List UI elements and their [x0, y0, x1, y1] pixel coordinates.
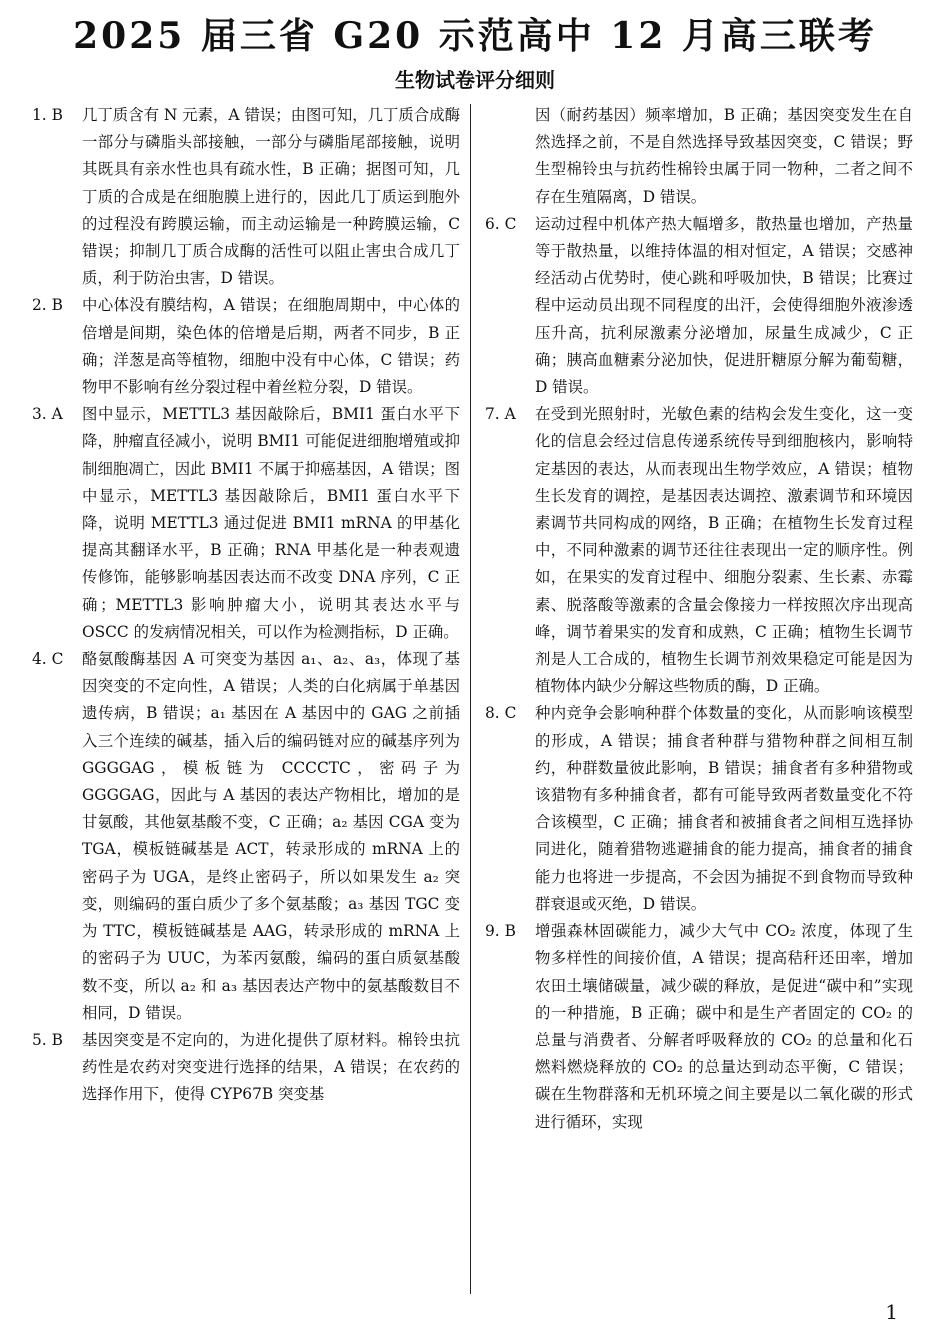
- left-column: [32, 102, 460, 1109]
- column-divider: [470, 104, 471, 1294]
- answer-explanation: 中心体没有膜结构，A 错误；在细胞周期中，中心体的倍增是间期，染色体的倍增是后期，两者不同步，B 正确；洋葱是高等植物，细胞中没有中心体，C 错误；药物甲不影响有丝分裂过程中着丝粒分裂，D 错误。: [82, 296, 460, 397]
- right-column: [485, 102, 913, 1136]
- answer-explanation: 运动过程中机体产热大幅增多，散热量也增加，产热量等于散热量，以维持体温的相对恒定，A 错误；交感神经活动占优势时，使心跳和呼吸加快，B 错误；比赛过程中运动员出现不同程度的出汗，会使得细胞外液渗透压升高，抗利尿激素分泌增加，尿量生成减少，C 正确；胰高血糖素分泌加快，促进肝糖原分解为葡萄糖，D 错误。: [535, 214, 913, 397]
- answer-item: [32, 102, 460, 292]
- answer-number: 1. B: [32, 106, 63, 124]
- answer-item: [485, 700, 913, 918]
- answer-explanation: 增强森林固碳能力，减少大气中 CO₂ 浓度，体现了生物多样性的间接价值，A 错误；提高秸秆还田率，增加农田土壤储碳量，减少碳的释放，是促进“碳中和”实现的一种措施，B 正确；碳中和是生产者固定的 CO₂ 的总量与消费者、分解者呼吸释放的 CO₂ 的总量和化石燃料燃烧释放的 CO₂ 的总量达到动态平衡，C 错误；碳在生物群落和无机环境之间主要是以二氧化碳的形式进行循环，实现: [535, 922, 913, 1131]
- answer-continuation: 因（耐药基因）频率增加，B 正确；基因突变发生在自然选择之前，不是自然选择导致基因突变，C 错误；野生型棉铃虫与抗药性棉铃虫属于同一物种，二者之间不存在生殖隔离，D 错误。: [535, 106, 913, 206]
- answer-item: [485, 211, 913, 401]
- answer-item: [485, 918, 913, 1136]
- answer-explanation: 基因突变是不定向的，为进化提供了原材料。棉铃虫抗药性是农药对突变进行选择的结果，A 错误；在农药的选择作用下，使得 CYP67B 突变基: [82, 1030, 460, 1104]
- answer-explanation: 几丁质含有 N 元素，A 错误；由图可知，几丁质合成酶一部分与磷脂头部接触，一部分与磷脂尾部接触，说明其既具有亲水性也具有疏水性，B 正确；据图可知，几丁质的合成是在细胞膜上进行的，因此几丁质运到胞外的过程没有跨膜运输，而主动运输是一种跨膜运输，C 错误；抑制几丁质合成酶的活性可以阻止害虫合成几丁质，利于防治虫害，D 错误。: [82, 106, 460, 288]
- answer-item: [485, 401, 913, 700]
- answer-number: 7. A: [485, 405, 516, 424]
- answer-item: [32, 401, 460, 646]
- answer-explanation: 种内竞争会影响种群个体数量的变化，从而影响该模型的形成，A 错误；捕食者种群与猎物种群之间相互制约，种群数量彼此影响，B 错误；捕食者有多种猎物或该猎物有多种捕食者，都有可能导致两者数量变化不符合该模型，C 正确；捕食者和被捕食者之间相互选择协同进化，随着猎物逃避捕食的能力提高，捕食者的捕食能力也将进一步提高，不会因为捕捉不到食物而导致种群衰退或灭绝，D 错误。: [535, 704, 913, 913]
- answer-item: [32, 292, 460, 401]
- page-number: 1: [885, 1300, 898, 1324]
- answer-number: 3. A: [32, 405, 63, 424]
- answer-explanation: 酪氨酸酶基因 A 可突变为基因 a₁、a₂、a₃，体现了基因突变的不定向性，A 错误；人类的白化病属于单基因遗传病，B 错误；a₁ 基因在 A 基因中的 GAG 之前插入三个连续的碱基，插入后的编码链对应的碱基序列为 GGGGAG，模板链为 CCCCTC，密码子为 GGGGAG，因此与 A 基因的表达产物相比，增加的是甘氨酸，其他氨基酸不变，C 正确；a₂ 基因 CGA 变为 TGA，模板链碱基是 ACT，转录形成的 mRNA 上的密码子为 UGA，是终止密码子，所以如果发生 a₂ 突变，则编码的蛋白质少了多个氨基酸；a₃ 基因 TGC 变为 TTC，模板链碱基是 AAG，转录形成的 mRNA 上的密码子为 UUC，为苯丙氨酸，编码的蛋白质氨基酸数不变，所以 a₂ 和 a₃ 基因表达产物中的氨基酸数目不相同，D 错误。: [82, 650, 460, 1022]
- answer-number: 8. C: [485, 704, 517, 723]
- answer-item: [32, 646, 460, 1027]
- answer-number: 4. C: [32, 650, 64, 669]
- answer-number: 5. B: [32, 1030, 63, 1049]
- answer-item: [32, 1027, 460, 1109]
- answer-number: 6. C: [485, 214, 517, 233]
- answer-explanation: 在受到光照射时，光敏色素的结构会发生变化，这一变化的信息会经过信息传递系统传导到细胞核内，影响特定基因的表达，从而表现出生物学效应，A 错误；植物生长发育的调控，是基因表达调控、激素调节和环境因素调节共同构成的网络，B 正确；在植物生长发育过程中，不同种激素的调节还往往表现出一定的顺序性。例如，在果实的发育过程中、细胞分裂素、生长素、赤霉素、脱落酸等激素的含量会像接力一样按照次序出现高峰，调节着果实的发育和成熟，C 正确；植物生长调节剂是人工合成的，植物生长调节剂效果稳定可能是因为植物体内缺少分解这些物质的酶，D 正确。: [535, 405, 913, 696]
- answer-explanation: 图中显示，METTL3 基因敲除后，BMI1 蛋白水平下降，肿瘤直径减小，说明 BMI1 可能促进细胞增殖或抑制细胞凋亡，因此 BMI1 不属于抑癌基因，A 错误；图中显示，METTL3 基因敲除后，BMI1 蛋白水平下降，说明 METTL3 通过促进 BMI1 mRNA 的甲基化提高其翻译水平，B 正确；RNA 甲基化是一种表观遗传修饰，能够影响基因表达而不改变 DNA 序列，C 正确；METTL3 影响肿瘤大小，说明其表达水平与 OSCC 的发病情况相关，可以作为检测指标，D 正确。: [82, 405, 460, 641]
- page-title: 2025 届三省 G20 示范高中 12 月高三联考: [73, 15, 877, 57]
- answer-number: 9. B: [485, 922, 516, 941]
- page-subtitle: 生物试卷评分细则: [395, 68, 555, 92]
- answer-number: 2. B: [32, 296, 63, 315]
